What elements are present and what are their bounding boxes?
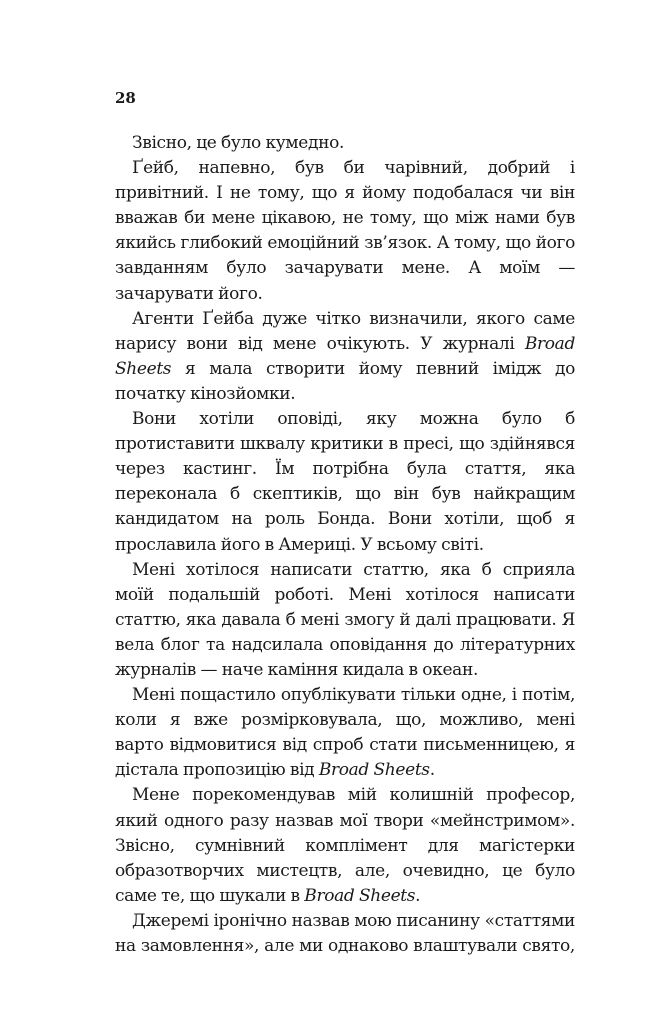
text-segment: я мала створити йому певний імідж до початку кінозйомки. [115, 358, 575, 404]
paragraph [115, 558, 575, 683]
text-segment: . [415, 885, 421, 906]
text-segment: . [429, 760, 435, 781]
paragraph [115, 131, 575, 156]
text-segment: Джеремі іронічно назвав мою писанину «статтями на замовлення», але ми однаково влаштували свято, [115, 910, 575, 956]
paragraph [115, 156, 575, 307]
text-segment: Агенти Ґейба дуже чітко визначили, якого саме нарису вони від мене очікують. У журналі [115, 308, 575, 354]
paragraph [115, 909, 575, 959]
italic-title: Broad Sheets [318, 760, 430, 781]
page-number: 28 [115, 89, 136, 107]
text-segment: Звісно, це було кумедно. [132, 133, 345, 153]
text-segment: Вони хотіли оповіді, яку можна було б протиставити шквалу критики в пресі, що здійнявся через кастинг. Їм потрібна була стаття, яка переконала б скептиків, що він був найкращим кандидатом на роль Бонда. Вони хотіли, щоб я прославила його в Америці. У всьому світі. [115, 409, 575, 555]
paragraph [115, 783, 575, 908]
book-page [115, 0, 575, 1024]
text-segment: Мене порекомендував мій колишній професор, який одного разу назвав мої твори «мейнстримом». Звісно, сумнівний комплімент для магістерки образотворчих мистецтв, але, очевидно, це було саме те, що шукали в [115, 785, 575, 906]
paragraph [115, 307, 575, 407]
text-segment: Мені пощастило опублікувати тільки одне, і потім, коли я вже розмірковувала, що, можливо, мені варто відмовитися від спроб стати письменницею, я дістала пропозицію від [115, 685, 575, 781]
italic-title: Broad Sheets [304, 885, 416, 906]
text-segment: Ґейб, напевно, був би чарівний, добрий і привітний. І не тому, що я йому подобалася чи він вважав би мене цікавою, не тому, що між нами був якийсь глибокий емоційний зв’язок. А тому, що його завданням було зачарувати мене. А моїм — зачарувати його. [115, 158, 575, 304]
italic-title: Broad Sheets [115, 333, 575, 379]
paragraph [115, 683, 575, 783]
text-segment: Мені хотілося написати статтю, яка б сприяла моїй подальшій роботі. Мені хотілося написати статтю, яка давала б мені змогу й далі працювати. Я вела блог та надсилала оповідання до літературних журналів — наче каміння кидала в океан. [115, 559, 575, 680]
paragraph [115, 407, 575, 558]
body-text [115, 131, 575, 959]
